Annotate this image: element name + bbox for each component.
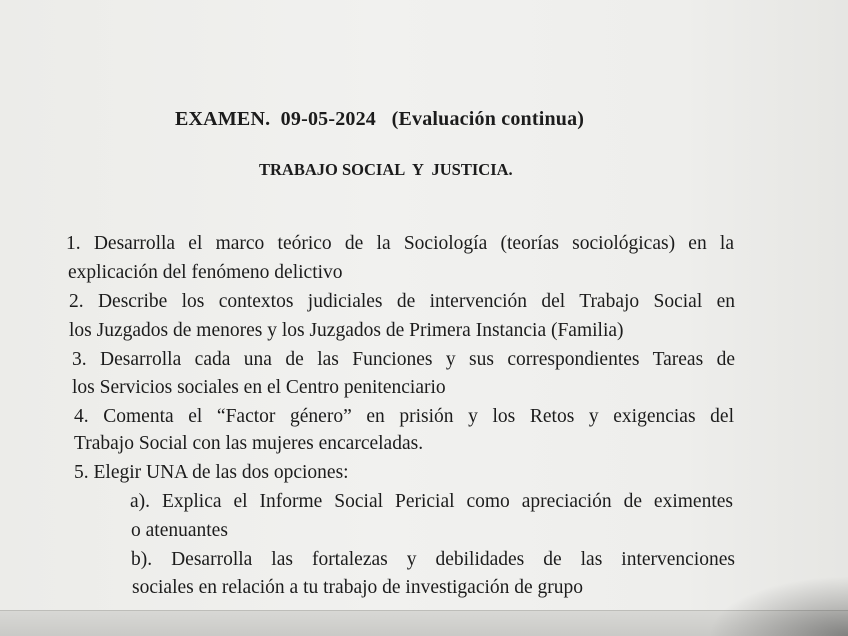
option-a-line-2: o atenuantes [131,520,228,541]
question-2-line-1: 2. Describe los contextos judiciales de intervención del Trabajo Social en [69,291,735,312]
question-2-line-2: los Juzgados de menores y los Juzgados de Primera Instancia (Familia) [69,320,624,341]
exam-title: EXAMEN. 09-05-2024 (Evaluación continua) [175,108,585,130]
question-4-line-1: 4. Comenta el “Factor género” en prisión y los Retos y exigencias del [74,406,734,427]
question-4-line-2: Trabajo Social con las mujeres encarceladas. [74,433,424,454]
option-b-line-2: sociales en relación a tu trabajo de investigación de grupo [132,577,584,598]
question-1-line-1: 1. Desarrolla el marco teórico de la Sociología (teorías sociológicas) en la [66,233,734,254]
question-3-line-2: los Servicios sociales en el Centro penitenciario [72,377,446,398]
question-1-line-2: explicación del fenómeno delictivo [68,262,343,283]
question-5-line-1: 5. Elegir UNA de las dos opciones: [74,462,349,483]
corner-shadow [708,576,848,636]
question-3-line-1: 3. Desarrolla cada una de las Funciones y sus correspondientes Tareas de [72,349,735,370]
option-a-line-1: a). Explica el Informe Social Pericial como apreciación de eximentes [130,491,733,512]
option-b-line-1: b). Desarrolla las fortalezas y debilidades de las intervenciones [131,549,735,570]
exam-subtitle: TRABAJO SOCIAL Y JUSTICIA. [259,160,513,179]
